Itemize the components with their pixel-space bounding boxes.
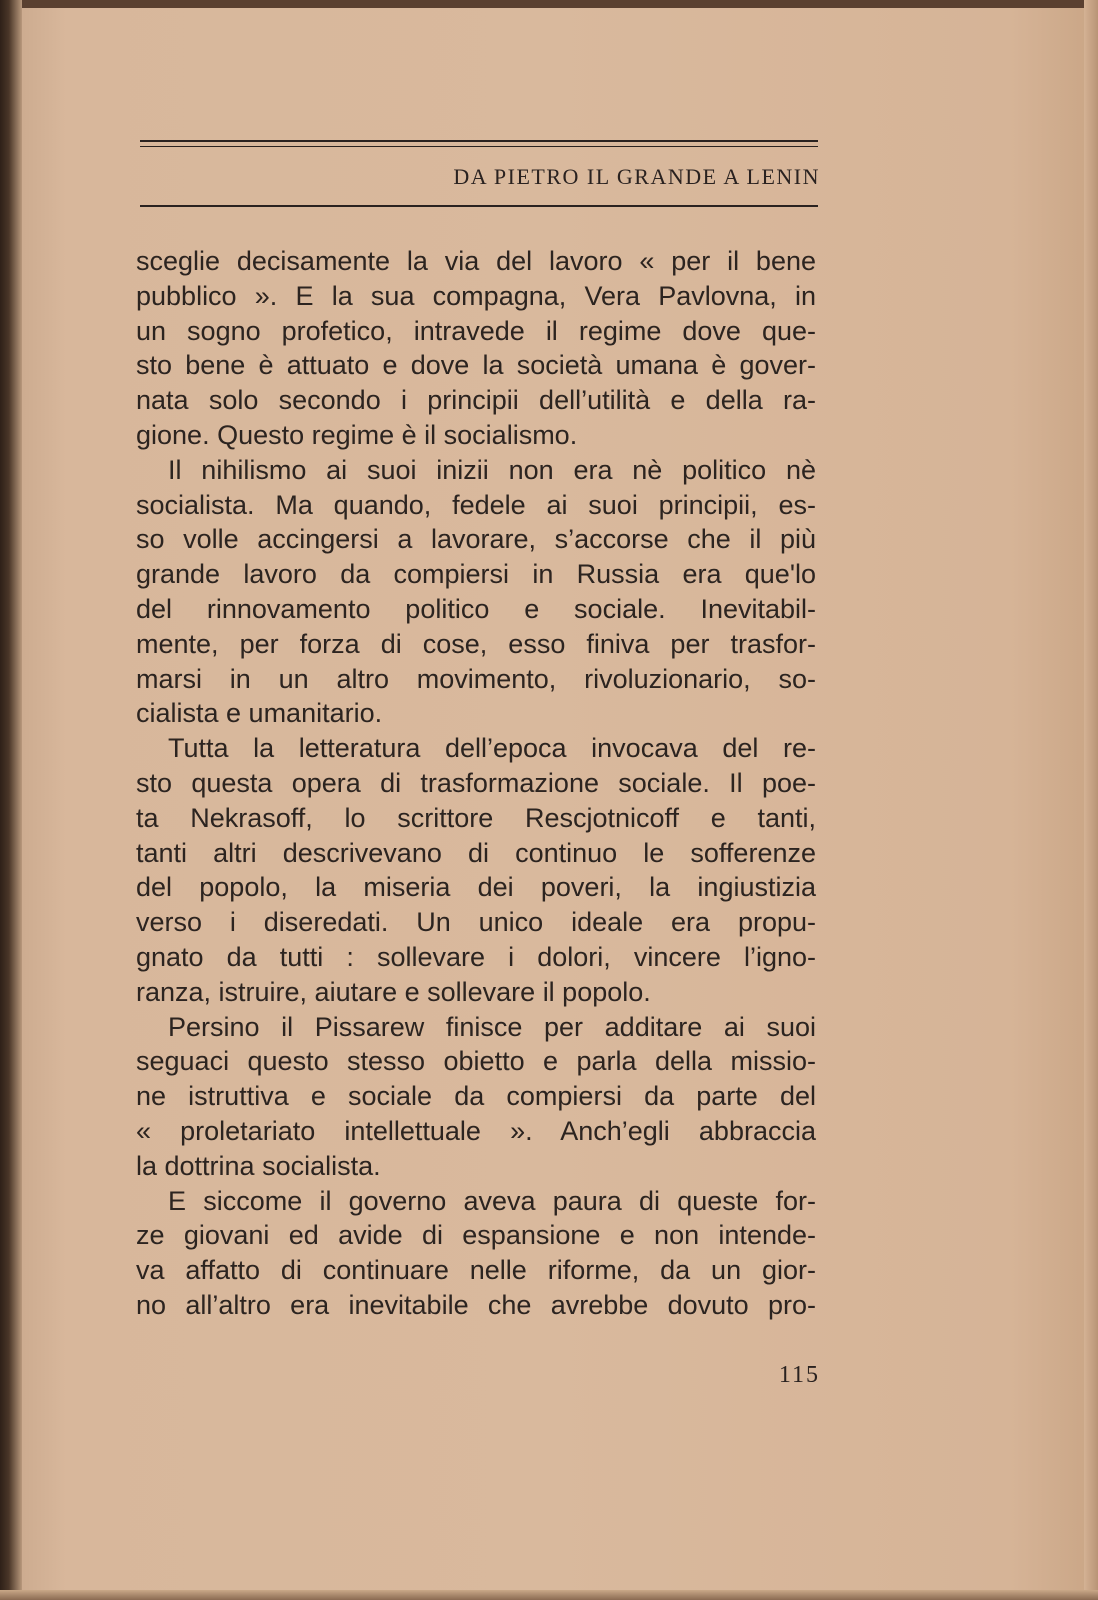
text-line: pubblico ». E la sua compagna, Vera Pavlovna, in	[136, 280, 816, 311]
page-edge-top	[0, 0, 1098, 8]
text-line: so volle accingersi a lavorare, s’accorse che il più	[136, 524, 816, 555]
text-line: ze giovani ed avide di espansione e non intende-	[136, 1220, 816, 1251]
text-line: grande lavoro da compiersi in Russia era que'lo	[136, 559, 816, 590]
text-line: la dottrina socialista.	[136, 1150, 381, 1181]
text-line: ranza, istruire, aiutare e sollevare il popolo.	[136, 976, 651, 1007]
text-line: verso i diseredati. Un unico ideale era propu-	[136, 907, 816, 938]
text-line: E siccome il governo aveva paura di queste for-	[168, 1185, 816, 1216]
text-line: del rinnovamento politico e sociale. Inevitabil-	[136, 593, 816, 624]
header-bottom-rule	[140, 205, 818, 207]
text-line: va affatto di continuare nelle riforme, da un gior-	[136, 1255, 816, 1286]
text-line: Persino il Pissarew finisce per additare ai suoi	[168, 1011, 816, 1042]
text-line: Tutta la letteratura dell’epoca invocava del re-	[168, 733, 816, 764]
page-edge-bottom	[0, 1590, 1098, 1600]
body-text	[136, 244, 816, 1323]
text-line: gione. Questo regime è il socialismo.	[136, 419, 578, 450]
page-edge-right	[1084, 0, 1098, 1600]
text-line: tanti altri descrivevano di continuo le sofferenze	[136, 837, 816, 868]
text-line: sceglie decisamente la via del lavoro « per il bene	[136, 246, 816, 276]
text-line: sto bene è attuato e dove la società umana è gover-	[136, 350, 816, 381]
text-line: ne istruttiva e sociale da compiersi da parte del	[136, 1081, 816, 1112]
text-line: sto questa opera di trasformazione sociale. Il poe-	[136, 767, 816, 798]
page-number: 115	[778, 1362, 820, 1388]
text-line: seguaci questo stesso obietto e parla della missio-	[136, 1046, 816, 1077]
text-line: marsi in un altro movimento, rivoluzionario, so-	[136, 663, 816, 694]
text-line: « proletariato intellettuale ». Anch’egli abbraccia	[136, 1115, 816, 1146]
text-line: gnato da tutti : sollevare i dolori, vincere l’igno-	[136, 941, 816, 972]
text-line: mente, per forza di cose, esso finiva per trasfor-	[136, 628, 816, 659]
text-line: ta Nekrasoff, lo scrittore Rescjotnicoff e tanti,	[136, 802, 816, 833]
text-line: un sogno profetico, intravede il regime dove que-	[136, 315, 816, 346]
text-line: cialista e umanitario.	[136, 698, 383, 729]
header-double-rule	[140, 140, 818, 147]
text-line: socialista. Ma quando, fedele ai suoi principii, es-	[136, 489, 816, 520]
text-line: Il nihilismo ai suoi inizii non era nè politico nè	[168, 454, 816, 485]
page-edge-left	[0, 0, 22, 1600]
text-line: nata solo secondo i principii dell’utilità e della ra-	[136, 385, 816, 416]
running-head-title: DA PIETRO IL GRANDE A LENIN	[453, 164, 820, 189]
text-line: del popolo, la miseria dei poveri, la ingiustizia	[136, 872, 816, 903]
text-line: no all’altro era inevitabile che avrebbe dovuto pro-	[136, 1289, 816, 1320]
